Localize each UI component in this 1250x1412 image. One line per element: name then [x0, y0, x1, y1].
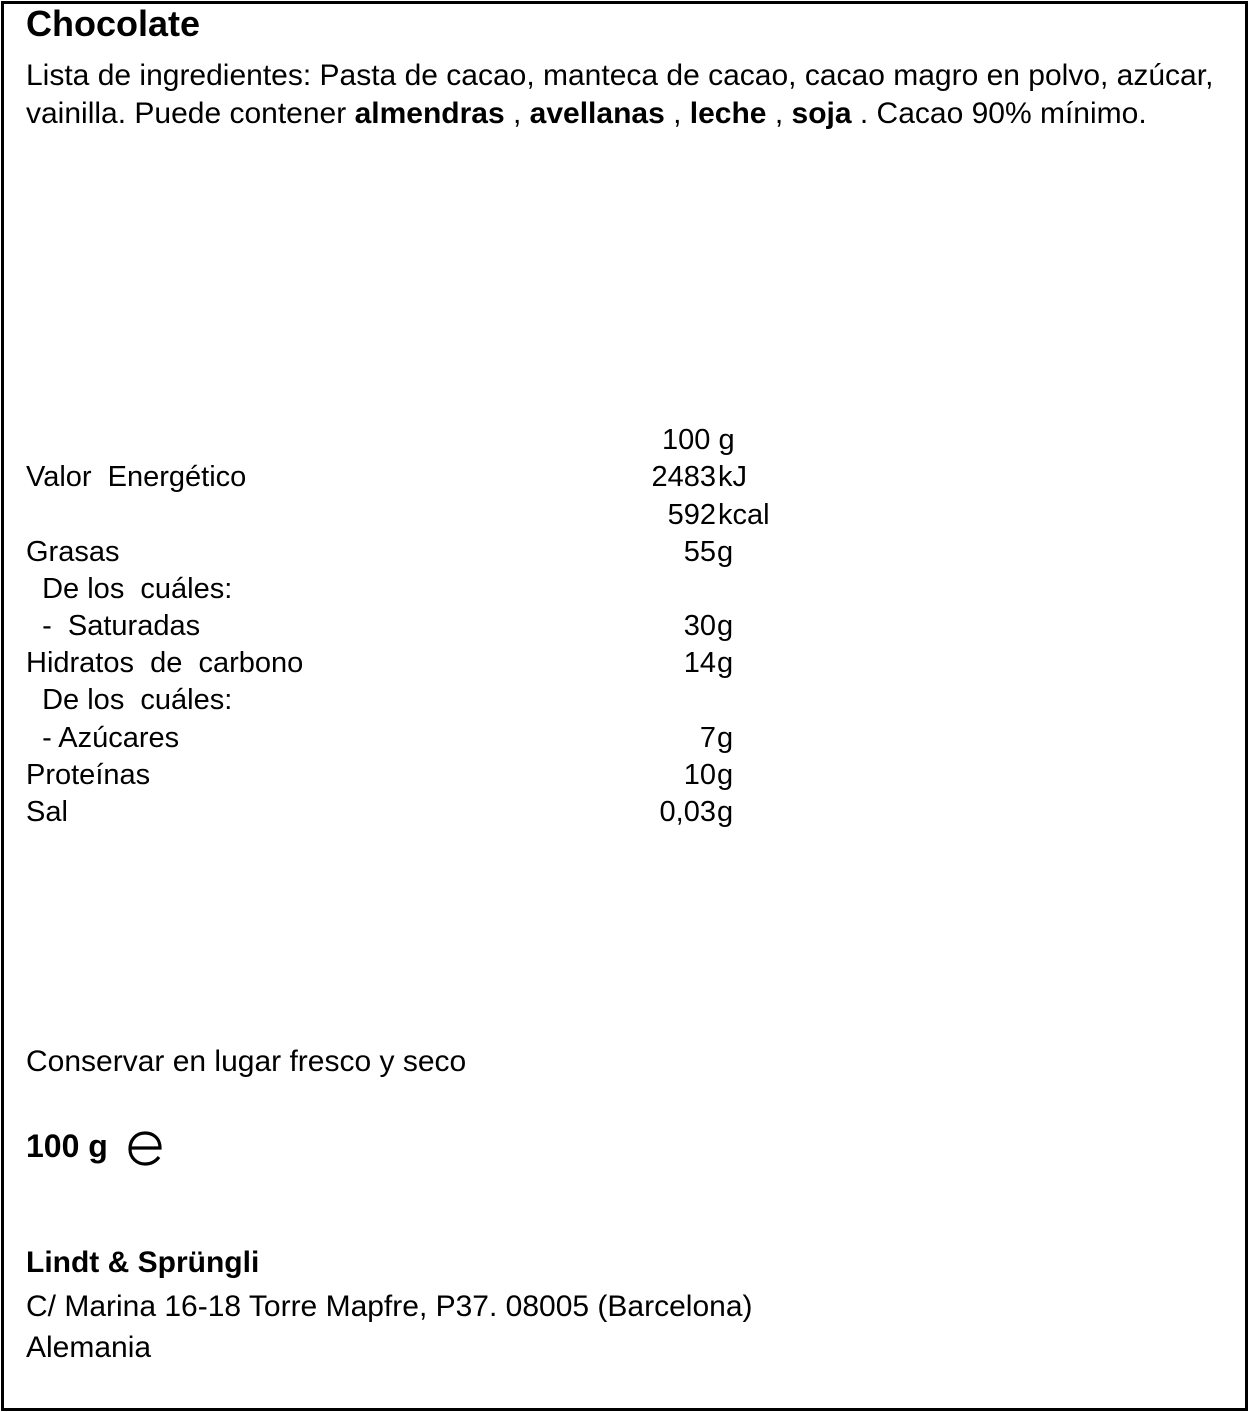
allergen-avellanas: avellanas: [529, 96, 665, 130]
allergen-almendras: almendras: [354, 96, 505, 130]
nutrient-value: 10: [683, 759, 716, 791]
nutrient-label: Hidratos de carbono: [26, 647, 304, 679]
nutrient-sublabel: De los cuáles:: [26, 573, 233, 605]
allergen-leche: leche: [689, 96, 767, 130]
ingredients-suffix: . Cacao 90% mínimo.: [851, 96, 1147, 130]
ingredients-list: [26, 57, 1216, 132]
estimated-sign-icon: [126, 1128, 164, 1168]
nutrient-sublabel: De los cuáles:: [26, 684, 233, 716]
nutrient-value: 30: [683, 610, 716, 642]
nutrient-label: - Saturadas: [26, 610, 201, 642]
allergen-soja: soja: [791, 96, 852, 130]
separator: ,: [664, 96, 690, 130]
nutrient-unit: g: [717, 610, 734, 642]
energy-kcal-unit: kcal: [718, 499, 770, 531]
product-title: Chocolate: [26, 3, 201, 44]
storage-instructions: Conservar en lugar fresco y seco: [26, 1045, 467, 1078]
ingredients-prefix: Lista de ingredientes: Pasta de cacao, manteca de cacao, cacao magro en polvo, azúcar, vainilla. Puede contener: [26, 59, 1214, 130]
energy-kj-value: 2483: [651, 461, 716, 493]
manufacturer-country: Alemania: [26, 1331, 152, 1364]
manufacturer-name: Lindt & Sprüngli: [26, 1246, 260, 1279]
nutrient-label: Grasas: [26, 536, 120, 568]
energy-kcal-value: 592: [667, 499, 716, 531]
nutrient-label: - Azúcares: [26, 722, 180, 754]
nutrient-unit: g: [717, 647, 734, 679]
manufacturer-address: C/ Marina 16-18 Torre Mapfre, P37. 08005 (Barcelona): [26, 1290, 753, 1323]
nutrient-label: Proteínas: [26, 759, 151, 791]
energy-label: Valor Energético: [26, 461, 247, 493]
energy-kj-unit: kJ: [718, 461, 747, 493]
nutrient-unit: g: [717, 796, 734, 828]
nutrient-unit: g: [717, 536, 734, 568]
nutrient-value: 14: [683, 647, 716, 679]
net-weight: 100 g: [26, 1128, 108, 1164]
separator: ,: [504, 96, 530, 130]
nutrition-header: 100 g: [662, 424, 735, 456]
nutrient-unit: g: [717, 759, 734, 791]
nutrient-unit: g: [717, 722, 734, 754]
nutrient-value: 7: [699, 722, 716, 754]
nutrient-value: 0,03: [659, 796, 716, 828]
separator: ,: [766, 96, 792, 130]
nutrient-label: Sal: [26, 796, 68, 828]
nutrient-value: 55: [683, 536, 716, 568]
